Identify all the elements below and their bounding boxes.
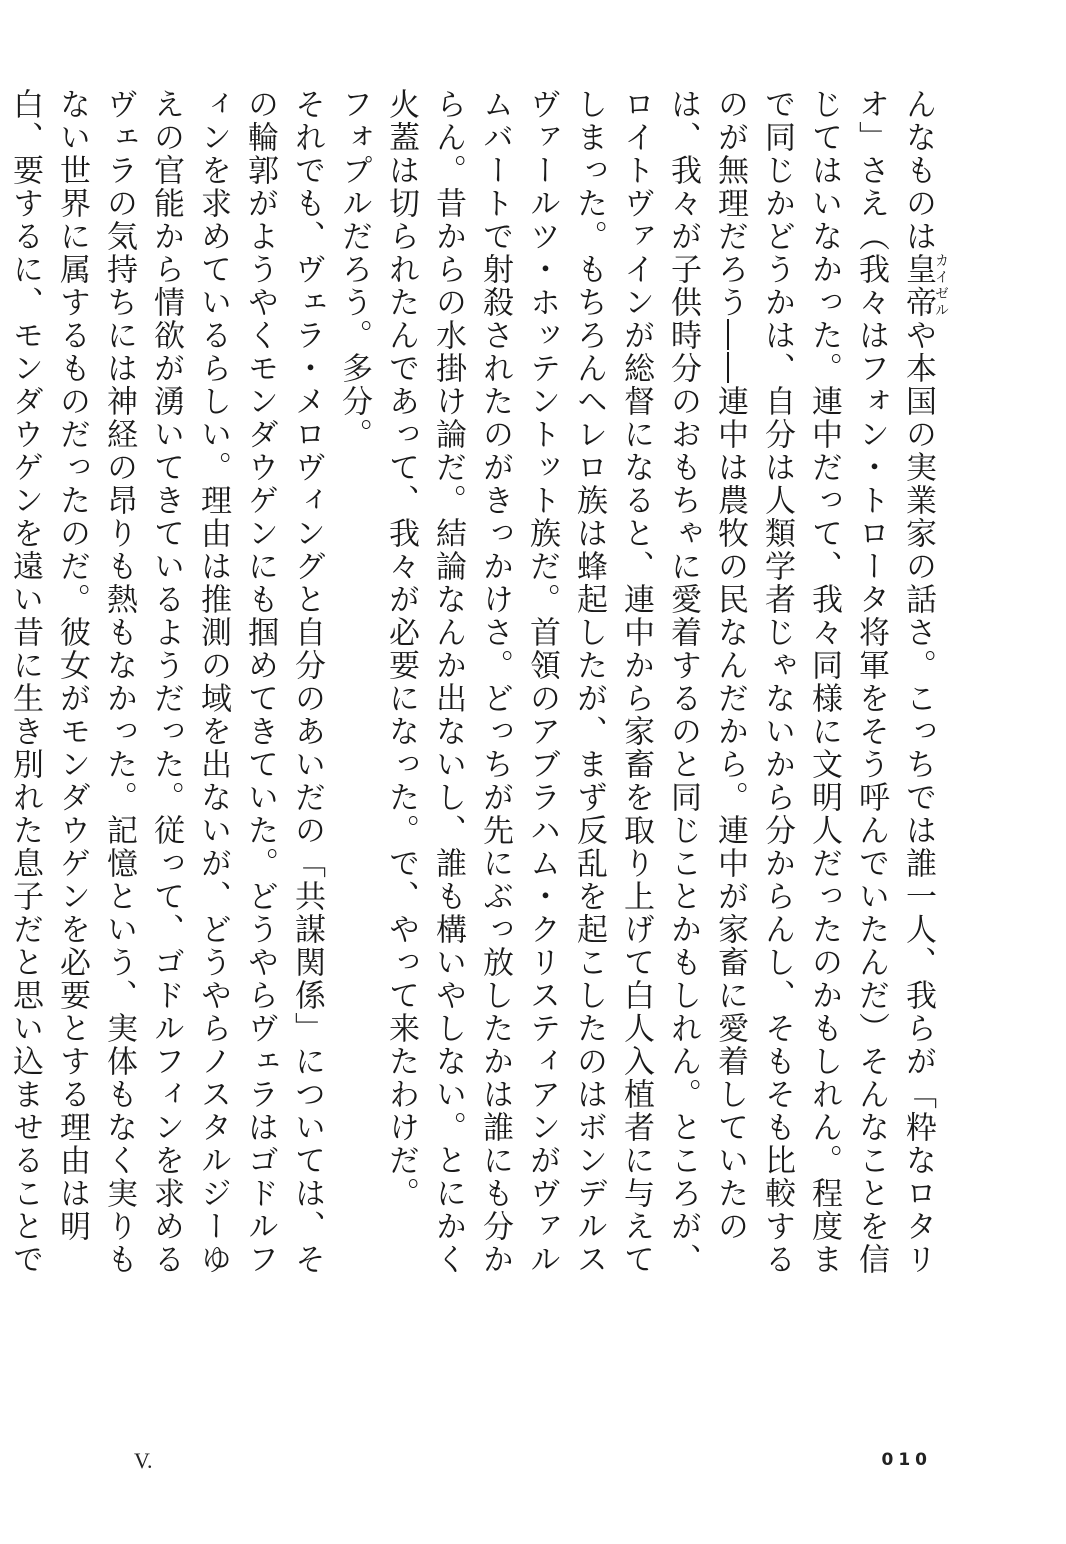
- paragraph-1-rest: や本国の実業家の話さ。こっちでは誰一人、我らが「粋なロタリオ」さえ（我々はフォン・トロータ将軍をそう呼んでいたんだ）そんなことを信じてはいなかった。連中だって、我々同様に文明人だったのかもしれん。程度まで同じかどうかは、自分は人類学者じゃないから分からんし、そもそも比較するのが無理だろう――連中は農牧の民なんだから。連中が家畜に愛着していたのは、我々が子供時分のおもちゃに愛着するのと同じことかもしれん。ところが、ロイトヴァインが総督になると、連中から家畜を取り上げて白人入植者に与えてしまった。もちろんヘレロ族は蜂起したが、まず反乱を起こしたのはボンデルスヴァールツ・ホッテントット族だ。首領のアブラハム・クリスティアンがヴァルムバートで射殺されたのがきっかけさ。どっちが先にぶっ放したかは誰にも分からん。昔からの水掛け論だ。結論なんか出ないし、誰も構いやしない。とにかく火蓋は切られたんであって、我々が必要になった。で、やって来たわけだ。: [383, 88, 936, 1276]
- running-footer-title: V.: [134, 1448, 153, 1473]
- kaiser-ruby: [900, 253, 949, 319]
- ruby-base: 皇帝: [900, 253, 936, 319]
- paragraph-1-start: んなものは: [900, 88, 936, 253]
- ruby-reading: カイゼル: [933, 253, 949, 319]
- page-number: 010: [881, 1450, 932, 1470]
- paragraph-1: [377, 88, 948, 1308]
- paragraph-2: フォプルだろう。多分。: [336, 88, 372, 451]
- vertical-text-body: [7, 88, 949, 1308]
- paragraph-3: それでも、ヴェラ・メロヴィングと自分のあいだの「共謀関係」については、その輪郭がようやくモンダウゲンにも掴めてきていた。どうやらヴェラはゴドルフィンを求めているらしい。理由は推測の域を出ないが、どうやらノスタルジーゆえの官能から情欲が湧いてきているようだった。従って、ゴドルフィンを求めるヴェラの気持ちには神経の昂りも熱もなかった。記憶という、実体もなく実りもない世界に属するものだったのだ。彼女がモンダウゲンを必要とする理由は明白、要するに、モンダウゲンを遠い昔に生き別れた息子だと思い込ませることで: [7, 88, 325, 1276]
